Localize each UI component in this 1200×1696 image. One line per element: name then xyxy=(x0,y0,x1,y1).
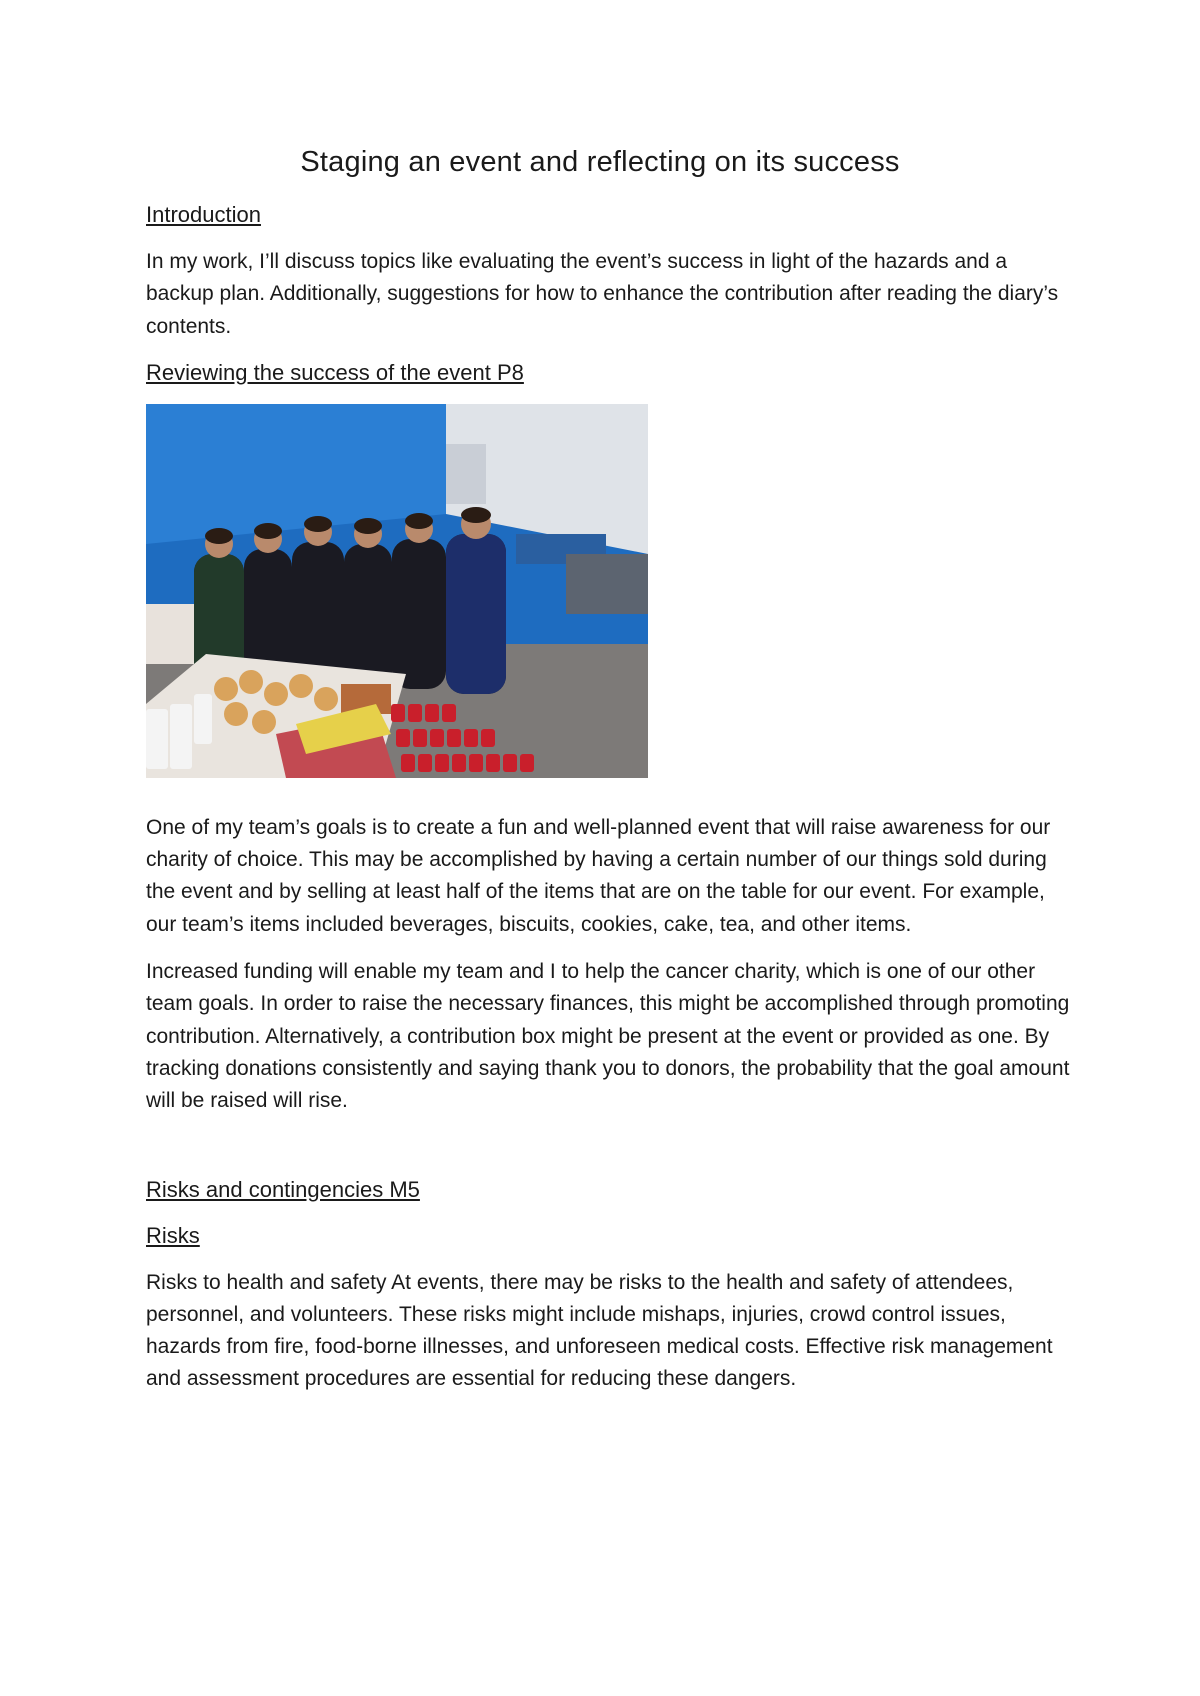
review-paragraph-1: One of my team’s goals is to create a fun and well-planned event that will raise awareness for our charity of choice. This may be accomplished by having a certain number of our things sold during the event and by selling at least half of the items that are on the table for our event. For example, our team’s items included beverages, biscuits, cookies, cake, tea, and other items. xyxy=(146,815,1051,936)
intro-paragraph: In my work, I’ll discuss topics like evaluating the event’s success in light of the hazards and a backup plan. Additionally, suggestions for how to enhance the contribution after reading the diary’s contents. xyxy=(146,250,1059,338)
document-title: Staging an event and reflecting on its success xyxy=(300,146,900,178)
section-heading-review: Reviewing the success of the event P8 xyxy=(146,359,524,385)
section-heading-risks: Risks xyxy=(146,1222,200,1248)
risks-paragraph: Risks to health and safety At events, there may be risks to the health and safety of attendees, personnel, and volunteers. These risks might include mishaps, injuries, crowd control issues, hazards from fire, food-borne illnesses, and unforeseen medical costs. Effective risk management and assessment procedures are essential for reducing these dangers. xyxy=(146,1270,1053,1391)
section-heading-introduction: Introduction xyxy=(146,202,261,227)
section-heading-risks-contingencies: Risks and contingencies M5 xyxy=(146,1176,420,1202)
document-body xyxy=(146,200,1076,1411)
review-paragraph-2: Increased funding will enable my team and I to help the cancer charity, which is one of our other team goals. In order to raise the necessary finances, this might be accomplished through promoting contribution. Alternatively, a contribution box might be present at the event or provided as one. By tracking donations consistently and saying thank you to donors, the probability that the goal amount will be raised will rise. xyxy=(146,960,1070,1113)
event-photo xyxy=(146,404,648,778)
spacer xyxy=(146,1133,1076,1175)
